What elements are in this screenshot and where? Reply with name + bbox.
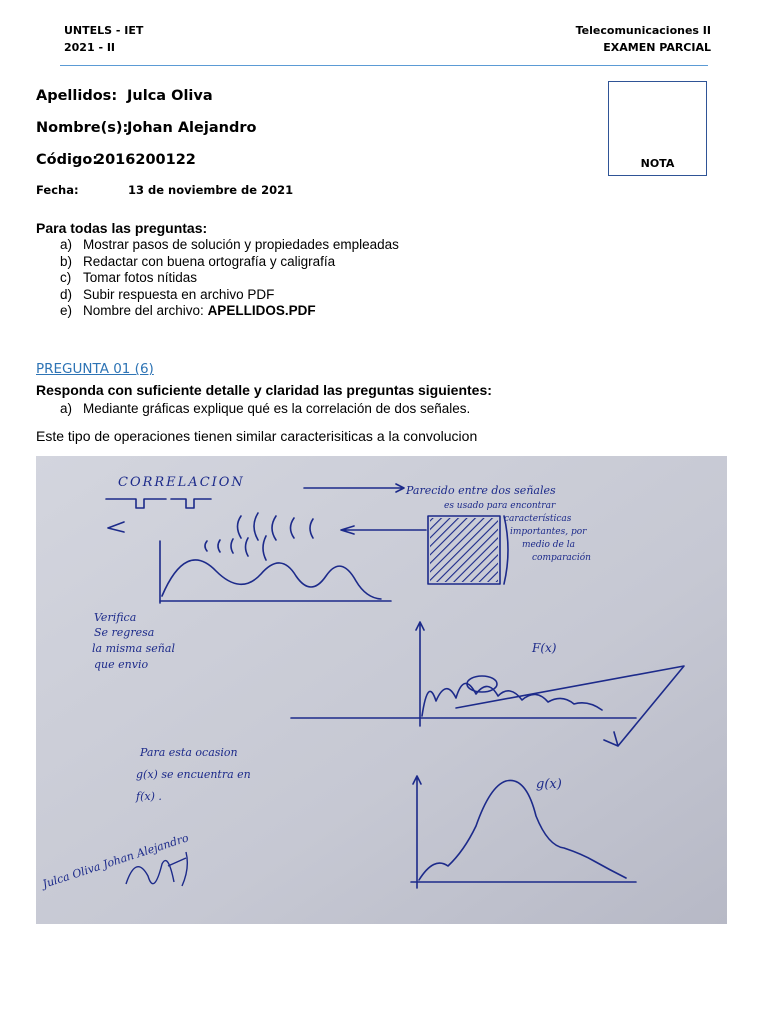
instructions-list: [60, 237, 399, 320]
g-label: g(x): [536, 777, 562, 792]
surname-label: Apellidos:: [36, 88, 118, 104]
note-left-line: Verifica: [94, 611, 137, 624]
date-field: [36, 183, 294, 197]
note-left-line: Se regresa: [94, 626, 155, 639]
university-label: UNTELS - IET: [64, 24, 144, 37]
code-label: Código:: [36, 152, 99, 168]
instructions-title: Para todas las preguntas:: [36, 220, 208, 236]
question-item: [60, 401, 470, 416]
list-text: Subir respuesta en archivo PDF: [83, 286, 275, 302]
course-label: Telecomunicaciones II: [575, 24, 711, 37]
list-marker: e): [60, 303, 73, 318]
list-item: [60, 237, 399, 254]
filename-format: APELLIDOS.PDF: [207, 303, 316, 318]
list-marker: b): [60, 253, 73, 269]
list-marker: c): [60, 270, 72, 285]
list-text: Nombre del archivo:: [83, 303, 208, 318]
question-title: PREGUNTA 01 (6): [36, 361, 154, 377]
date-value: 13 de noviembre de 2021: [128, 183, 294, 197]
grade-label: NOTA: [640, 157, 675, 170]
code-value: 2016200122: [95, 152, 196, 168]
surname-value: Julca Oliva: [127, 88, 213, 104]
list-item: [60, 270, 399, 287]
note-left-line: la misma señal: [92, 642, 175, 655]
exam-label: EXAMEN PARCIAL: [603, 41, 711, 54]
note-top-line: comparación: [532, 553, 591, 563]
list-marker: a): [60, 237, 73, 252]
name-value: Johan Alejandro: [127, 120, 257, 136]
list-marker: d): [60, 286, 73, 302]
code-field: [36, 152, 196, 168]
question-item-text: Mediante gráficas explique qué es la correlación de dos señales.: [83, 401, 471, 416]
header-divider: [60, 65, 708, 66]
handwritten-answer-photo: [36, 456, 727, 924]
note-top-line: medio de la: [522, 540, 575, 550]
list-text: Redactar con buena ortografía y caligrafía: [83, 253, 336, 269]
date-label: Fecha:: [36, 183, 79, 197]
period-label: 2021 - II: [64, 41, 116, 54]
header-right: [576, 22, 711, 56]
list-item: [60, 303, 399, 320]
grade-box: [608, 81, 707, 176]
note-top-line: importantes, por: [510, 527, 587, 537]
name-field: [36, 120, 257, 136]
header-left: [64, 22, 143, 56]
question-item-marker: a): [60, 401, 73, 416]
note-bottom-line: Para esta ocasion: [140, 746, 238, 759]
signature-text: Julca Oliva Johan Alejandro: [40, 831, 191, 891]
note-bottom-line: f(x) .: [136, 790, 162, 803]
note-top-line: es usado para encontrar: [444, 501, 556, 511]
answer-text: Este tipo de operaciones tienen similar caracterisiticas a la convolucion: [36, 428, 478, 444]
name-label: Nombre(s):: [36, 120, 129, 136]
list-item: [60, 287, 399, 304]
note-bottom-line: g(x) se encuentra en: [136, 768, 251, 781]
list-text: Mostrar pasos de solución y propiedades empleadas: [83, 237, 399, 252]
surname-field: [36, 88, 213, 104]
question-subtitle: Responda con suficiente detalle y claridad las preguntas siguientes:: [36, 382, 492, 398]
note-left-line: que envio: [94, 658, 149, 671]
list-text: Tomar fotos nítidas: [83, 270, 198, 285]
photo-title: CORRELACION: [118, 475, 245, 490]
list-item: [60, 254, 399, 271]
note-top-line: características: [504, 514, 572, 524]
note-top-line: Parecido entre dos señales: [406, 484, 556, 497]
hatch-fill: [430, 518, 498, 582]
f-label: F(x): [532, 641, 557, 655]
